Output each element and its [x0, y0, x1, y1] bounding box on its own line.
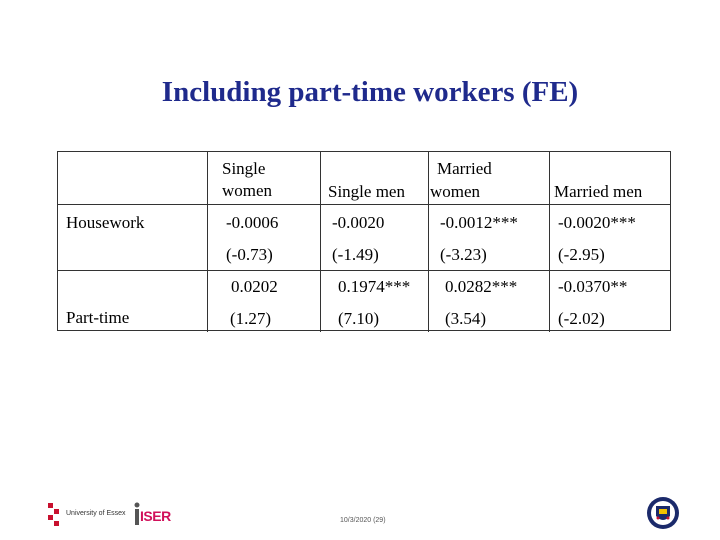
housework-tstat-married-women: (-3.23)	[440, 245, 487, 264]
housework-tstat-married-men: (-2.95)	[558, 245, 605, 264]
row-label-housework: Housework	[66, 213, 145, 232]
oxford-crest-icon	[646, 496, 680, 530]
parttime-coef-married-men: -0.0370**	[558, 277, 628, 296]
university-logo-icon	[48, 503, 62, 527]
header-single-women-line1: Single	[222, 159, 266, 178]
row-label-part-time: Part-time	[66, 308, 130, 327]
parttime-coef-single-men: 0.1974***	[338, 277, 411, 296]
column-divider	[320, 152, 321, 332]
parttime-tstat-single-women: (1.27)	[230, 309, 272, 328]
housework-coef-single-men: -0.0020	[332, 213, 385, 232]
parttime-tstat-single-men: (7.10)	[338, 309, 380, 328]
iser-logo-text: ISER	[140, 508, 171, 524]
header-single-women-line2: women	[222, 181, 273, 200]
parttime-coef-single-women: 0.0202	[231, 277, 278, 296]
housework-coef-single-women: -0.0006	[226, 213, 279, 232]
regression-table	[57, 151, 671, 331]
column-divider	[428, 152, 429, 332]
column-divider	[207, 152, 208, 332]
header-single-men: Single men	[328, 182, 405, 201]
header-married-women-line2: women	[430, 182, 481, 201]
housework-tstat-single-men: (-1.49)	[332, 245, 379, 264]
footer-date: 10/3/2020 (29)	[340, 517, 386, 524]
parttime-tstat-married-women: (3.54)	[445, 309, 487, 328]
header-married-women-line1: Married	[437, 159, 492, 178]
row-divider	[58, 270, 670, 271]
slide-title: Including part-time workers (FE)	[161, 76, 579, 108]
column-divider	[549, 152, 550, 332]
parttime-coef-married-women: 0.0282***	[445, 277, 518, 296]
university-logo-text: University of Essex	[66, 510, 126, 517]
housework-coef-married-women: -0.0012***	[440, 213, 518, 232]
parttime-tstat-married-men: (-2.02)	[558, 309, 605, 328]
housework-coef-married-men: -0.0020***	[558, 213, 636, 232]
housework-tstat-single-women: (-0.73)	[226, 245, 273, 264]
header-married-men: Married men	[554, 182, 643, 201]
header-divider	[58, 204, 670, 205]
